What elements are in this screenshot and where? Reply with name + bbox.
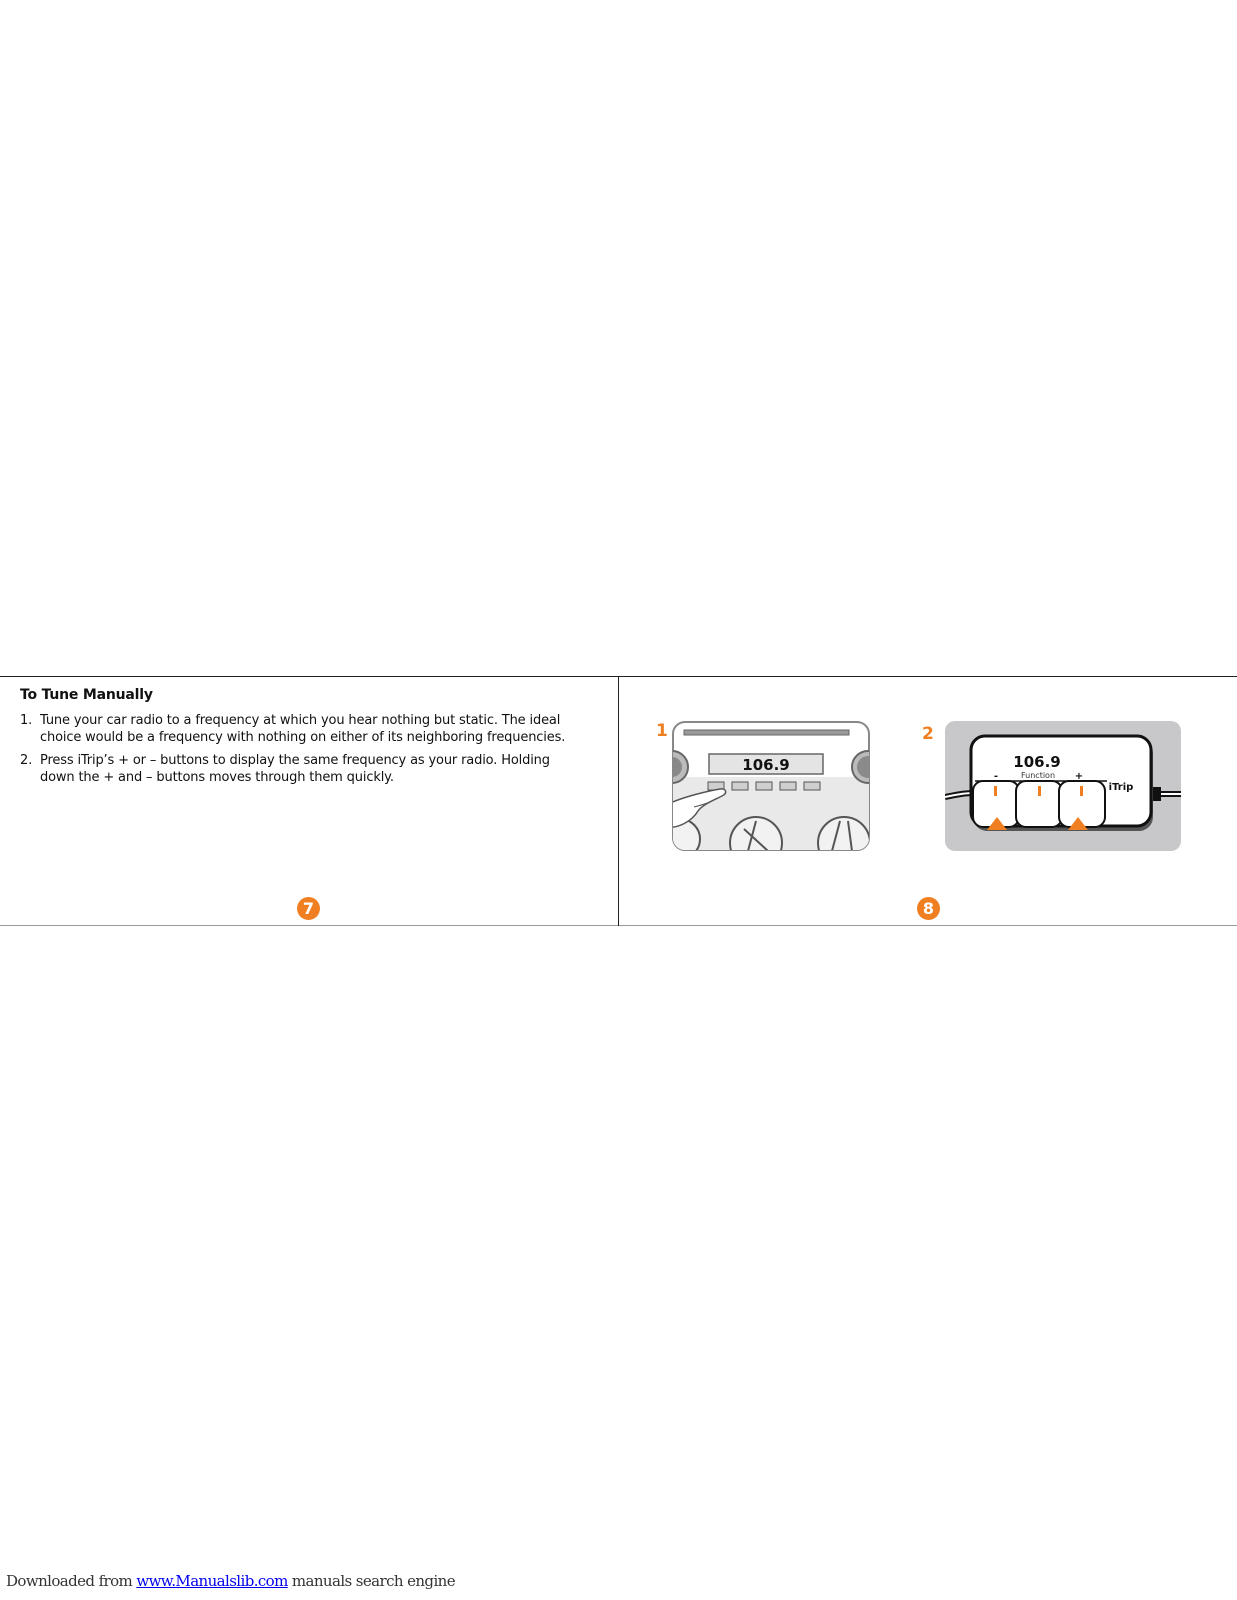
- left-page: [20, 687, 580, 793]
- step-text: Tune your car radio to a frequency at which you hear nothing but static. The ideal choice would be a frequency with nothing on either of its neighboring frequencies.: [40, 713, 566, 745]
- itrip-function-label: Function: [1020, 771, 1056, 780]
- page-number-7: 7: [297, 897, 320, 920]
- step-text: Press iTrip’s + or – buttons to display the same frequency as your radio. Holding down the + and – buttons moves through them quickly.: [40, 753, 550, 785]
- footer-suffix: manuals search engine: [287, 1572, 455, 1590]
- illustration-step-1-label: 1: [656, 721, 668, 741]
- step-number: 2.: [20, 753, 33, 768]
- itrip-frequency-display: 106.9: [1013, 753, 1061, 771]
- itrip-brand-label: iTrip: [1108, 782, 1134, 793]
- car-radio-svg: [672, 721, 870, 851]
- itrip-device-svg: [945, 721, 1181, 851]
- section-heading: To Tune Manually: [20, 687, 153, 703]
- download-footer: [6, 1572, 455, 1590]
- itrip-minus-label: -: [993, 771, 999, 782]
- steps-list: [20, 713, 580, 786]
- footer-prefix: Downloaded from: [6, 1572, 137, 1590]
- itrip-device-illustration: [945, 721, 1181, 851]
- radio-frequency-display: 106.9: [742, 756, 790, 774]
- page-gutter-divider: [618, 676, 619, 926]
- step-number: 1.: [20, 713, 33, 728]
- manualslib-link[interactable]: www.Manualslib.com: [136, 1572, 288, 1590]
- step-item-1: [20, 713, 580, 746]
- step-item-2: [20, 753, 580, 786]
- car-radio-illustration: [672, 721, 870, 851]
- itrip-plus-label: +: [1074, 771, 1084, 782]
- illustration-step-2-label: 2: [922, 724, 934, 744]
- page-number-8: 8: [917, 897, 940, 920]
